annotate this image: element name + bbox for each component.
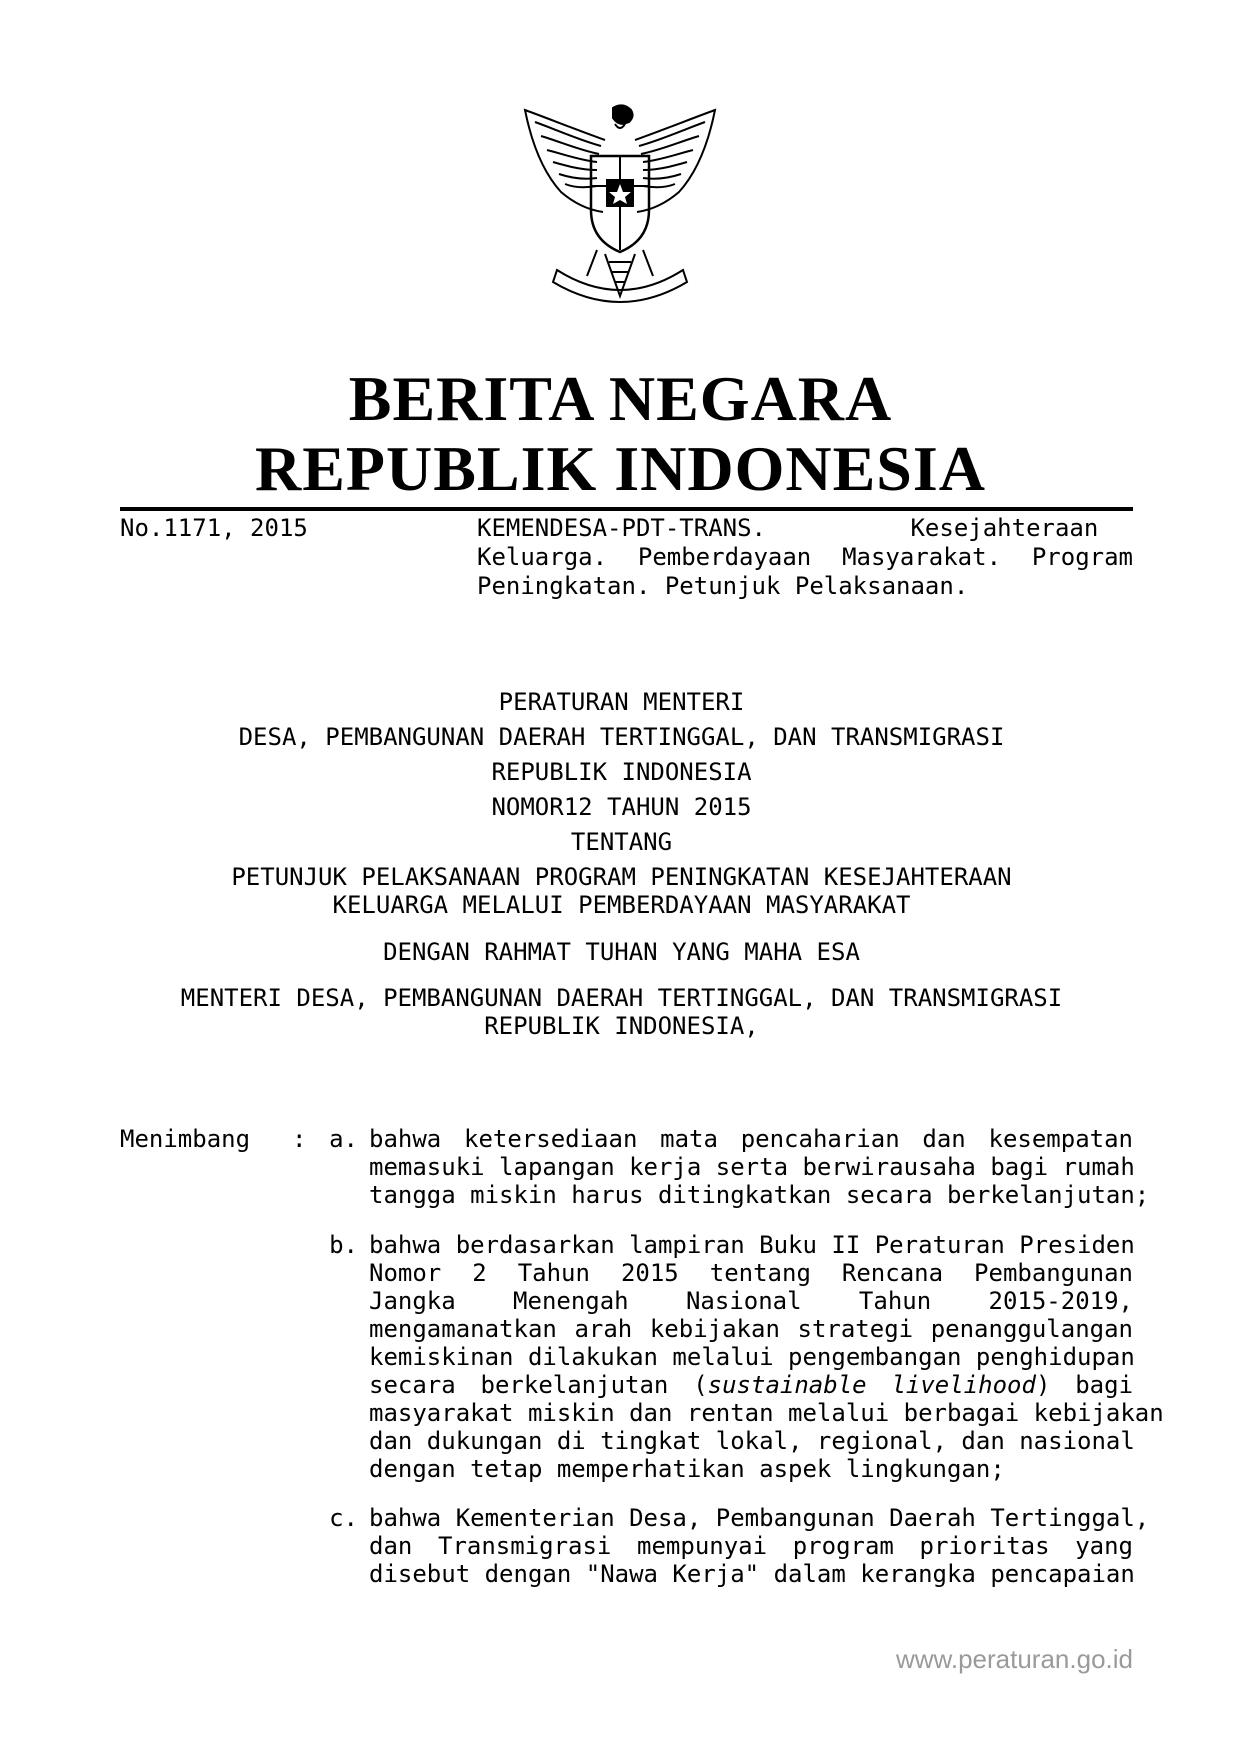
regulation-ministry: DESA, PEMBANGUNAN DAERAH TERTINGGAL, DAN TRANSMIGRASI bbox=[238, 723, 1005, 751]
regulation-invocation: DENGAN RAHMAT TUHAN YANG MAHA ESA bbox=[383, 938, 860, 966]
minister-line2: REPUBLIK INDONESIA, bbox=[484, 1012, 759, 1040]
regulation-type: PERATURAN MENTERI bbox=[498, 688, 745, 716]
masthead-rule bbox=[120, 507, 1133, 511]
item-marker-a: a. bbox=[329, 1125, 358, 1153]
issue-number: No.1171, 2015 bbox=[120, 514, 308, 542]
italic-term: livelihood bbox=[891, 1371, 1036, 1399]
issue-desc-line: Peningkatan. Petunjuk Pelaksanaan. bbox=[477, 572, 969, 600]
issue-desc-line: KEMENDESA-PDT-TRANS. Kesejahteraan bbox=[477, 514, 1099, 542]
item-line: tangga miskin harus ditingkatkan secara berkelanjutan; bbox=[369, 1181, 1150, 1209]
footer-url[interactable]: www.peraturan.go.id bbox=[895, 1644, 1133, 1674]
item-line: masyarakat miskin dan rentan melalui berbagai kebijakan bbox=[369, 1399, 1164, 1427]
regulation-title-line1: PETUNJUK PELAKSANAAN PROGRAM PENINGKATAN KESEJAHTERAAN bbox=[231, 863, 1012, 891]
paren: ) bbox=[1035, 1371, 1051, 1399]
item-marker-b: b. bbox=[329, 1231, 358, 1259]
masthead-line1: BERITA NEGARA bbox=[348, 363, 893, 434]
item-line: memasuki lapangan kerja serta berwirausaha bagi rumah bbox=[369, 1153, 1135, 1181]
regulation-country: REPUBLIK INDONESIA bbox=[491, 758, 752, 786]
considering-item-a bbox=[369, 1125, 1150, 1209]
item-line: bahwa Kementerian Desa, Pembangunan Daerah Tertinggal, bbox=[369, 1504, 1150, 1532]
regulation-number: NOMOR12 TAHUN 2015 bbox=[491, 793, 752, 821]
regulation-about: TENTANG bbox=[570, 828, 673, 856]
regulation-title-line2: KELUARGA MELALUI PEMBERDAYAAN MASYARAKAT bbox=[332, 891, 911, 919]
item-line: bahwa ketersediaan mata pencaharian dan kesempatan bbox=[369, 1125, 1133, 1153]
item-line: Nomor 2 Tahun 2015 tentang Rencana Pembangunan bbox=[369, 1259, 1133, 1287]
item-line: dan Transmigrasi mempunyai program prioritas yang bbox=[369, 1532, 1133, 1560]
minister-line1: MENTERI DESA, PEMBANGUNAN DAERAH TERTINGGAL, DAN TRANSMIGRASI bbox=[180, 984, 1063, 1012]
item-line: Jangka Menengah Nasional Tahun 2015-2019, bbox=[369, 1287, 1133, 1315]
item-line: dengan tetap memperhatikan aspek lingkungan; bbox=[369, 1455, 1005, 1483]
word: secara bbox=[369, 1371, 456, 1399]
item-line: kemiskinan dilakukan melalui pengembangan penghidupan bbox=[369, 1343, 1135, 1371]
word: berkelanjutan bbox=[480, 1371, 669, 1399]
considering-item-b bbox=[369, 1231, 1164, 1483]
issue-desc-line: Keluarga. Pemberdayaan Masyarakat. Program bbox=[477, 543, 1133, 571]
considering-colon: : bbox=[292, 1125, 307, 1153]
masthead-line2: REPUBLIK INDONESIA bbox=[254, 433, 987, 504]
item-line-mixed bbox=[369, 1371, 1133, 1399]
item-line: mengamanatkan arah kebijakan strategi penanggulangan bbox=[369, 1315, 1133, 1343]
item-line: disebut dengan "Nawa Kerja" dalam kerangka pencapaian bbox=[369, 1560, 1135, 1588]
italic-term: sustainable bbox=[707, 1371, 867, 1399]
considering-label: Menimbang bbox=[120, 1125, 251, 1153]
item-line: bahwa berdasarkan lampiran Buku II Peraturan Presiden bbox=[369, 1231, 1135, 1259]
garuda-emblem-icon bbox=[517, 100, 723, 312]
item-marker-c: c. bbox=[329, 1504, 358, 1532]
word: bagi bbox=[1075, 1371, 1134, 1399]
considering-item-c bbox=[369, 1504, 1150, 1588]
item-line: dan dukungan di tingkat lokal, regional, dan nasional bbox=[369, 1427, 1135, 1455]
paren: ( bbox=[693, 1371, 708, 1399]
issue-description bbox=[477, 514, 1133, 601]
